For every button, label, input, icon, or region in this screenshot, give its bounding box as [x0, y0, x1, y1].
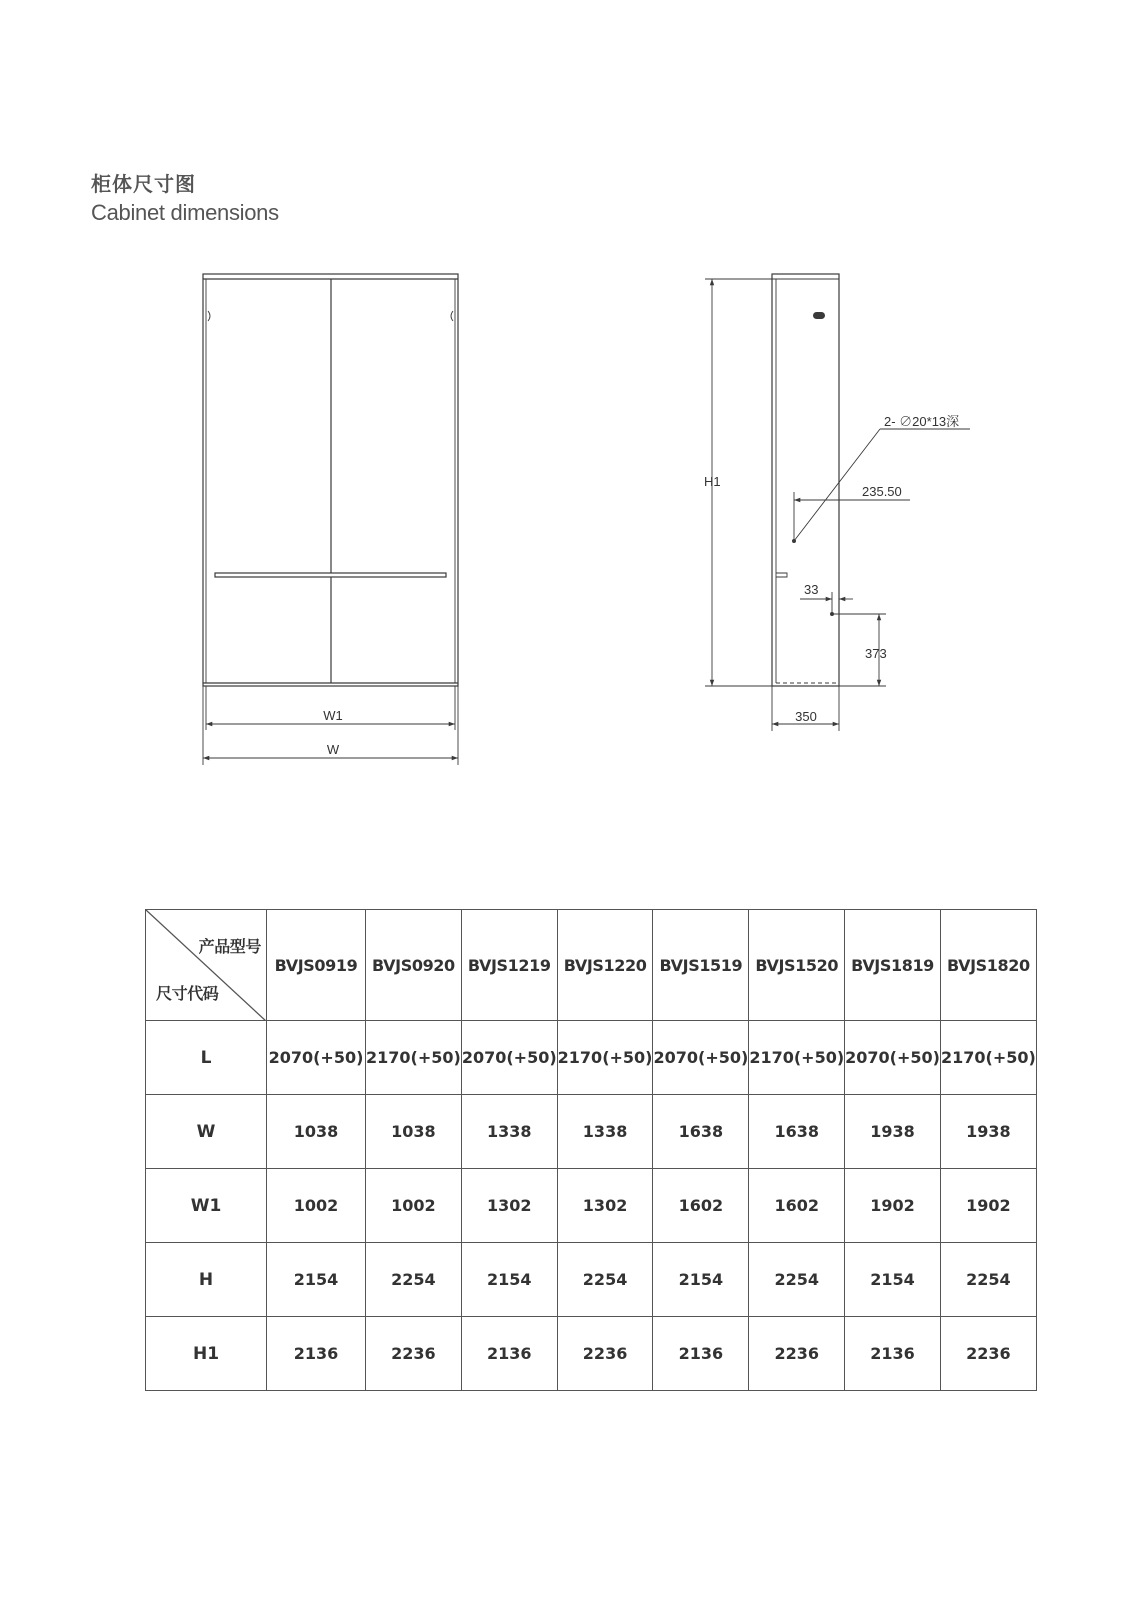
- h1-label: H1: [704, 474, 721, 489]
- table-cell: 1938: [940, 1095, 1036, 1169]
- table-cell: 1638: [653, 1095, 749, 1169]
- shelf: [215, 573, 446, 577]
- row-label: W1: [146, 1169, 267, 1243]
- table-row-w: [146, 1095, 1037, 1169]
- table-cell: 2136: [461, 1317, 557, 1391]
- table-cell: 2154: [653, 1243, 749, 1317]
- table-row-w1: [146, 1169, 1037, 1243]
- column-header: BVJS0920: [366, 910, 462, 1021]
- row-label: H1: [146, 1317, 267, 1391]
- row-label: H: [146, 1243, 267, 1317]
- table-cell: 2254: [557, 1243, 653, 1317]
- dimensions-table: [145, 909, 1037, 1391]
- table-cell: 1338: [557, 1095, 653, 1169]
- column-header: BVJS0919: [267, 910, 366, 1021]
- table-corner-cell: [146, 910, 267, 1021]
- table-cell: 2236: [366, 1317, 462, 1391]
- table-cell: 2236: [557, 1317, 653, 1391]
- corner-model-label: 产品型号: [198, 937, 261, 956]
- table-row-h: [146, 1243, 1037, 1317]
- table-cell: 2070(+50): [653, 1021, 749, 1095]
- side-panel-outline: [772, 274, 839, 686]
- column-header: BVJS1520: [749, 910, 845, 1021]
- table-cell: 2170(+50): [749, 1021, 845, 1095]
- table-cell: 1302: [461, 1169, 557, 1243]
- front-view: [203, 274, 458, 765]
- table-cell: 2154: [461, 1243, 557, 1317]
- hole-note-label: 2- ∅20*13深: [884, 414, 960, 429]
- table-cell: 2170(+50): [940, 1021, 1036, 1095]
- column-header: BVJS1220: [557, 910, 653, 1021]
- table-cell: 1938: [845, 1095, 941, 1169]
- table-cell: 1902: [845, 1169, 941, 1243]
- table-cell: 2170(+50): [557, 1021, 653, 1095]
- table-cell: 2136: [845, 1317, 941, 1391]
- table-cell: 1302: [557, 1169, 653, 1243]
- table-cell: 2170(+50): [366, 1021, 462, 1095]
- table-cell: 1602: [653, 1169, 749, 1243]
- row-label: W: [146, 1095, 267, 1169]
- table-cell: 1002: [366, 1169, 462, 1243]
- column-header: BVJS1219: [461, 910, 557, 1021]
- table-cell: 2236: [940, 1317, 1036, 1391]
- hinge-left: [208, 311, 210, 321]
- table-cell: 1638: [749, 1095, 845, 1169]
- table-cell: 1002: [267, 1169, 366, 1243]
- lock-slot: [813, 312, 825, 319]
- table-cell: 2070(+50): [461, 1021, 557, 1095]
- table-cell: 2070(+50): [845, 1021, 941, 1095]
- w-label: W: [326, 742, 340, 757]
- row-label: L: [146, 1021, 267, 1095]
- table-cell: 2154: [267, 1243, 366, 1317]
- depth-label: 350: [795, 709, 817, 724]
- table-cell: 2154: [845, 1243, 941, 1317]
- corner-dimension-label: 尺寸代码: [156, 984, 219, 1003]
- column-header: BVJS1519: [653, 910, 749, 1021]
- table-cell: 1602: [749, 1169, 845, 1243]
- table-cell: 2254: [366, 1243, 462, 1317]
- table-cell: 2136: [267, 1317, 366, 1391]
- hinge-right: [451, 311, 453, 321]
- column-header: BVJS1820: [940, 910, 1036, 1021]
- offset-label: 235.50: [862, 484, 902, 499]
- table-row-h1: [146, 1317, 1037, 1391]
- table-cell: 2236: [749, 1317, 845, 1391]
- table-cell: 2254: [940, 1243, 1036, 1317]
- hole-height-label: 373: [865, 646, 887, 661]
- table-cell: 1038: [267, 1095, 366, 1169]
- table-row-l: [146, 1021, 1037, 1095]
- table-cell: 1902: [940, 1169, 1036, 1243]
- table-cell: 2254: [749, 1243, 845, 1317]
- table-cell: 2070(+50): [267, 1021, 366, 1095]
- table-cell: 2136: [653, 1317, 749, 1391]
- table-cell: 1338: [461, 1095, 557, 1169]
- shelf-pin: [776, 573, 787, 577]
- edge-offset-label: 33: [804, 582, 819, 597]
- table-cell: 1038: [366, 1095, 462, 1169]
- column-header: BVJS1819: [845, 910, 941, 1021]
- w1-label: W1: [323, 708, 343, 723]
- table-header-row: [146, 910, 1037, 1021]
- title-chinese: 柜体尺寸图: [91, 172, 196, 196]
- side-view: [704, 274, 970, 731]
- title-english: Cabinet dimensions: [91, 200, 279, 225]
